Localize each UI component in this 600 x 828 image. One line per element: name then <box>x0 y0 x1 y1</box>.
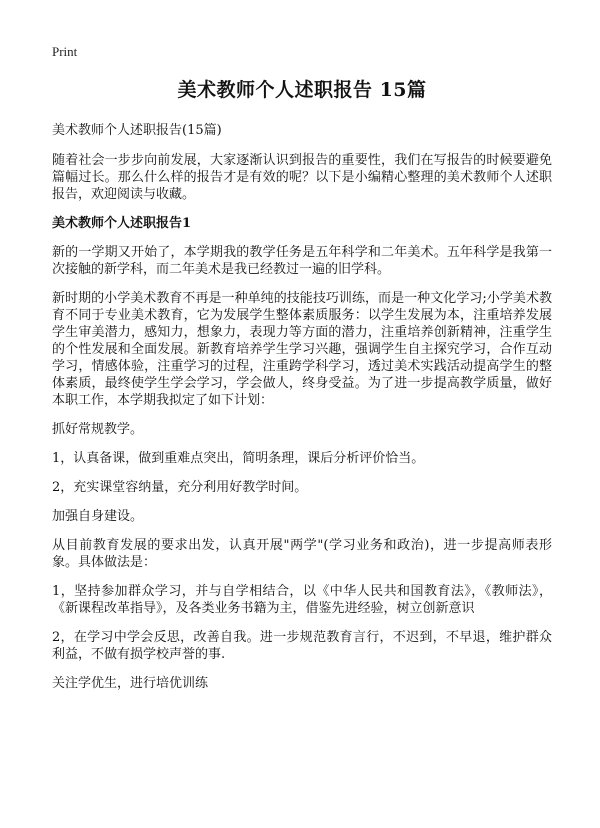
print-link[interactable]: Print <box>52 44 78 59</box>
body-paragraph: 从目前教育发展的要求出发，认真开展"两学"(学习业务和政治)，进一步提高师表形象。具体做法是： <box>52 538 552 570</box>
document-subtitle: 美术教师个人述职报告(15篇) <box>52 123 222 138</box>
body-paragraph: 新时期的小学美术教育不再是一种单纯的技能技巧训练，而是一种文化学习;小学美术教育不同于专业美术教育，它为发展学生整体素质服务：以学生发展为本，注重培养发展学生审美潜力，感知力，想象力，表现力等方面的潜力，注重培养创新精神，注重学生的个性发展和全面发展。新教育培养学生学习兴趣，强调学生自主探究学习，合作互动学习，情感体验，注重学习的过程，注重跨学科学习，透过美术实践活动提高学生的整体素质，最终使学生学会学习，学会做人，终身受益。为了进一步提高教学质量，做好本职工作，本学期我拟定了如下计划： <box>52 291 552 408</box>
body-paragraph: 2，充实课堂容纳量，充分利用好教学时间。 <box>52 480 308 495</box>
body-paragraph: 抓好常规教学。 <box>52 422 144 437</box>
body-paragraph: 1，认真备课，做到重难点突出，简明条理，课后分析评价恰当。 <box>52 451 425 466</box>
document-title: 美术教师个人述职报告 15篇 <box>177 79 427 101</box>
body-paragraph: 关注学优生，进行培优训练 <box>52 676 209 691</box>
section-heading: 美术教师个人述职报告1 <box>52 216 192 231</box>
body-paragraph: 2，在学习中学会反思，改善自我。进一步规范教育言行，不迟到，不早退，维护群众利益，不做有损学校声誉的事. <box>52 630 552 662</box>
intro-paragraph: 随着社会一步步向前发展，大家逐渐认识到报告的重要性，我们在写报告的时候要避免篇幅过长。那么什么样的报告才是有效的呢？以下是小编精心整理的美术教师个人述职报告，欢迎阅读与收藏。 <box>52 153 552 202</box>
body-paragraph: 新的一学期又开始了，本学期我的教学任务是五年科学和二年美术。五年科学是我第一次接触的新学科，而二年美术是我已经教过一遍的旧学科。 <box>52 245 552 277</box>
body-paragraph: 1，坚持参加群众学习，并与自学相结合，以《中华人民共和国教育法》，《教师法》，《新课程改革指导》，及各类业务书籍为主，借鉴先进经验，树立创新意识 <box>52 584 552 616</box>
body-paragraph: 加强自身建设。 <box>52 509 144 524</box>
